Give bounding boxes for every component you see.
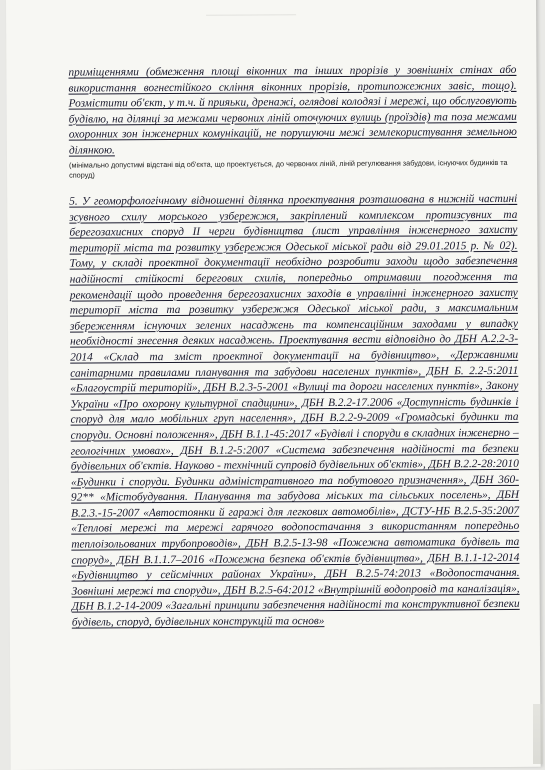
- geomorphology-text: 5. У геоморфологічному відношенні ділянка проектування розташована в нижній частині зсувного схилу морського узбережжя, закріплений комплексом протизсувних та берегозахисних споруд ІІ черги будівництва (лист управління інженерного захисту території міста та розвитку узбережжя Одеської міської ради від 29.01.2015 р. № 02). Тому, у складі проектної документації необхідно розробити заходи щодо забезпечення надійності стійкості берегових схилів, попередньо отримавши погодження та рекомендації щодо проведення берегозахисних заходів в управлінні інженерного захисту території міста та розвитку узбережжя Одеської міської ради, з максимальним збереженням існуючих зелених насаджень та компенсаційним заходами у випадку необхідності знесення деяких насаджень. Проектування вести відповідно до ДБН А.2.2-3-2014 «Склад та зміст проектної документації на будівництво», «Державними санітарними правилами планування та забудови населених пунктів», ДБН Б. 2.2-5:2011 «Благоустрій територій», ДБН В.2.3-5-2001 «Вулиці та дороги населених пунктів», Закону України «Про охорону культурної спадщини», ДБН В.2.2-17.2006 «Доступність будинків і споруд для мало мобільних груп населення», ДБН В.2.2-9-2009 «Громадські будинки та споруди. Основні положення», ДБН В.1.1-45:2017 «Будівлі і споруди в складних інженерно – геологічних умовах», ДБН В.1.2-5:2007 «Система забезпечення надійності та безпеки будівельних об'єктів. Науково - технічний супровід будівельних об'єктів», ДБН В.2.2-28:2010 «Будинки і споруди. Будинки адміністративного та побутового призначення», ДБН 360-92** «Містобудування. Планування та забудова міських та сільських поселень», ДБН В.2.3.-15-2007 «Автостоянки й гаражі для легкових автомобілів», ДСТУ-НБ В.2.5-35:2007 «Теплові мережі та мережі гарячого водопостачання з використанням попередньо теплоізольованих трубопроводів», ДБН В.2.5-13-98 «Пожежна автоматика будівель та споруд», ДБН В.1.1.7–2016 «Пожежна безпека об'єктів будівництва», ДБН В.1.1-12-2014 «Будівництво у сейсмічних районах України», ДБН В.2.5-74:2013 «Водопостачання. Зовнішні мережі та споруди», ДБН В.2.5-64:2012 «Внутрішній водопровід та каналізація», ДБН В.1.2-14-2009 «Загальні принципи забезпечення надійності та конструктивної безпеки будівель, споруд, будівельних конструкцій та основ»: [69, 192, 520, 629]
- placement-text: приміщеннями (обмеження площі віконних та інших прорізів у зовнішніх стінах або використання вогнестійкого скління віконних прорізів, протипожежних завіс, тощо). Розмістити об'єкт, у т.ч. й прияьки, дренажі, оглядові колодязі і мережі, що обслуговують будівлю, на ділянці за межами червоних ліній оточуючих вулиць (проїздів) та поза межами охоронних зон інженерних комунікацій, не порушуючи межі землекористування земельною ділянкою.: [68, 63, 517, 157]
- watermark-strip: [533, 704, 543, 764]
- bleed-through-mark: [206, 0, 296, 16]
- placement-footnote: (мінімально допустимі відстані від об'єкта, що проектується, до червоних ліній, ліній регулювання забудови, існуючих будинків та споруд): [68, 157, 508, 180]
- section-premises-placement: [68, 63, 517, 180]
- section-geomorphology: [69, 192, 520, 631]
- document-page: [6, 0, 541, 770]
